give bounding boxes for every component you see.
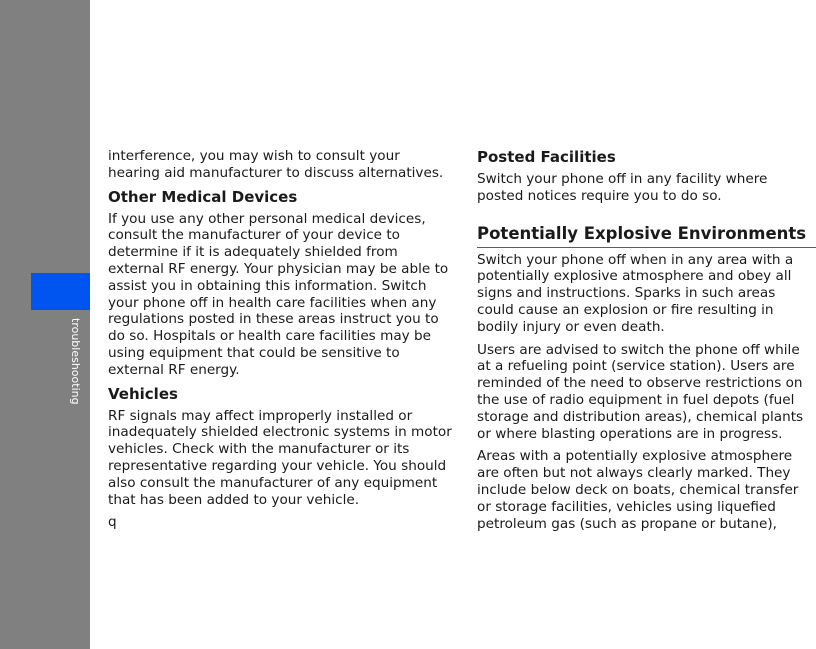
intro-paragraph: interference, you may wish to consult your hearing aid manufacturer to discuss alternatives. [108,148,444,181]
left-column [108,148,453,530]
vehicles-paragraph: RF signals may affect improperly installed or inadequately shielded electronic systems in motor vehicles. Check with the manufacturer or its representative regarding your vehicle. You should also consult the manufacturer of any equipment that has been added to your vehicle. [108,407,452,508]
explosive-heading: Potentially Explosive Environments [477,223,816,248]
section-label: troubleshooting [69,318,82,405]
medical-heading: Other Medical Devices [108,187,298,206]
posted-paragraph: Switch your phone off in any facility where posted notices require you to do so. [477,171,768,204]
explosive-paragraph-1: Switch your phone off when in any area with a potentially explosive atmosphere and obey all signs and instructions. Sparks in such areas could cause an explosion or fire resulting in bodily injury or even death. [477,251,794,335]
trailing-mark: q [108,514,117,531]
medical-paragraph: If you use any other personal medical devices, consult the manufacturer of your device to determine if it is adequately shielded from external RF energy. Your physician may be able to assist you in obtaining this information. Switch your phone off in health care facilities when any regulations posted in these areas instruct you to do so. Hospitals or health care facilities may be using equipment that could be sensitive to external RF energy. [108,210,449,378]
posted-heading: Posted Facilities [477,148,616,166]
section-tab [31,273,90,310]
right-column [477,148,815,538]
explosive-paragraph-2: Users are advised to switch the phone off while at a refueling point (service station). Users are reminded of the need to observe restrictions on the use of radio equipment in fuel depots (fuel storage and distribution areas), chemical plants or where blasting operations are in progress. [477,341,804,442]
vehicles-heading: Vehicles [108,384,178,403]
explosive-paragraph-3: Areas with a potentially explosive atmosphere are often but not always clearly marked. They include below deck on boats, chemical transfer or storage facilities, vehicles using liquefied petroleum gas (such as propane or butane), [477,448,799,532]
